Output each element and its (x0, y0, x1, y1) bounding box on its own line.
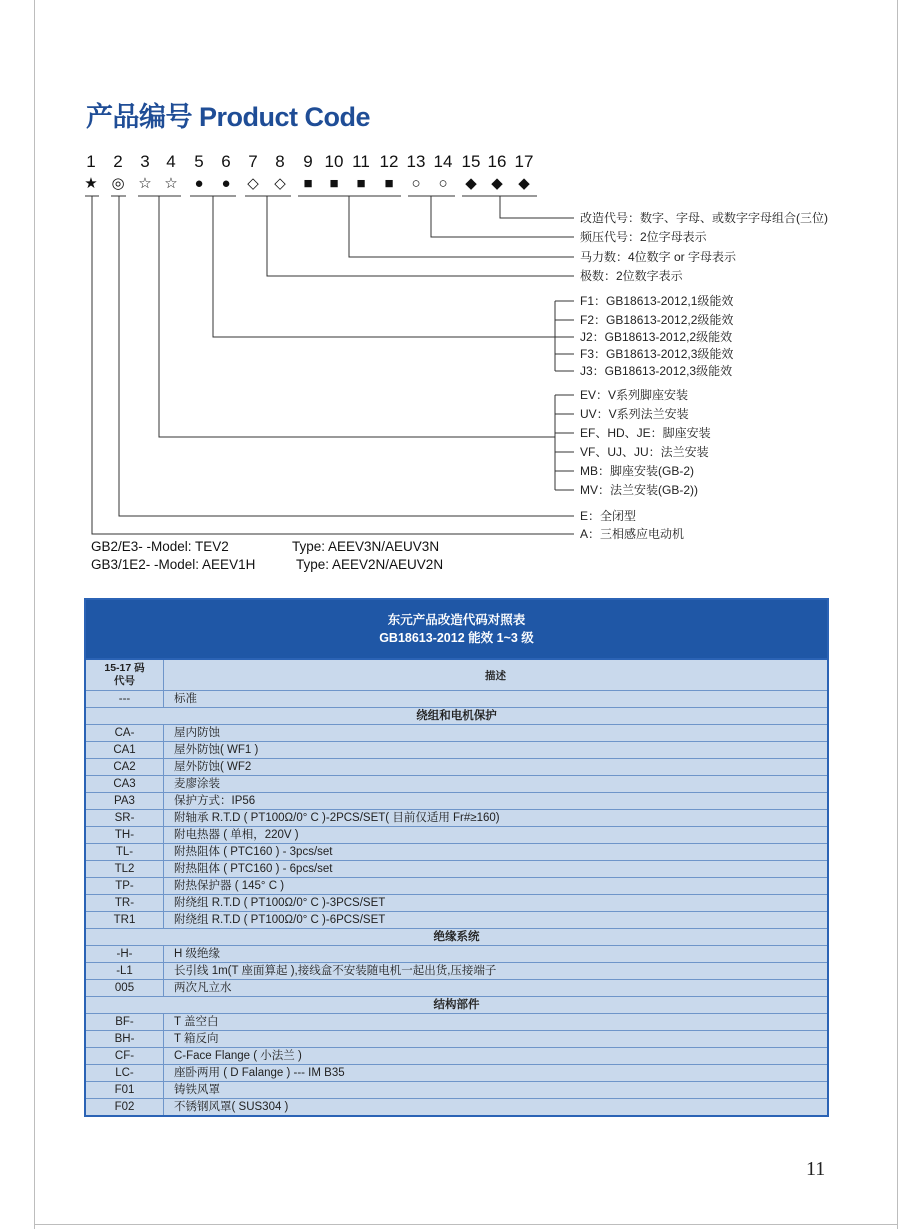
label-poles: 极数：2位数字表示 (580, 269, 683, 283)
description-cell: 铸铁风罩 (174, 1084, 220, 1096)
table-row (86, 793, 827, 810)
section-title: 绕组和电机保护 (416, 710, 497, 722)
code-cell: --- (86, 691, 164, 707)
table-title-line2: GB18613-2012 能效 1~3 级 (379, 631, 534, 645)
type-line: Type: AEEV3N/AEUV3N (292, 539, 440, 554)
code-position-number: 8 (275, 152, 285, 171)
label-mounting: UV：V系列法兰安装 (580, 407, 689, 421)
code-cell: F02 (86, 1099, 164, 1115)
description-cell: 屋外防蚀( WF2 (174, 761, 252, 773)
code-cell: LC- (86, 1065, 164, 1081)
description-cell: 附绕组 R.T.D ( PT100Ω/0° C )-6PCS/SET (174, 914, 386, 926)
code-cell: TR1 (86, 912, 164, 928)
code-cell: TL- (86, 844, 164, 860)
description-cell: 座卧两用 ( D Falange ) --- IM B35 (174, 1067, 345, 1079)
label-efficiency: J3：GB18613-2012,3级能效 (580, 364, 733, 378)
label-efficiency: F3：GB18613-2012,3级能效 (580, 347, 734, 361)
code-position-number: 1 (86, 152, 96, 171)
code-position-number: 12 (379, 152, 399, 171)
label-modification-code: 改造代号：数字、字母、或数字字母组合(三位) (580, 211, 828, 225)
table-row (86, 912, 827, 929)
table-row (86, 1031, 827, 1048)
page-number: 11 (806, 1158, 826, 1180)
code-position-number: 6 (221, 152, 231, 171)
table-title-line1: 东元产品改造代码对照表 (387, 613, 526, 627)
table-row (86, 810, 827, 827)
label-efficiency: J2：GB18613-2012,2级能效 (580, 330, 733, 344)
label-motor-type: A：三相感应电动机 (580, 527, 685, 541)
table-row (86, 946, 827, 963)
code-position-symbol: ◆ (518, 175, 530, 192)
label-mounting: EF、HD、JE：脚座安装 (580, 426, 711, 440)
code-position-number: 16 (487, 152, 507, 171)
page-title: 产品编号 Product Code (86, 102, 371, 132)
description-cell: 屋内防蚀 (174, 727, 220, 739)
section-title: 结构部件 (433, 999, 480, 1011)
column-header-code: 15-17 码 代号 (86, 660, 164, 690)
code-cell: TL2 (86, 861, 164, 877)
code-position-number: 14 (433, 152, 453, 171)
description-cell: 附轴承 R.T.D ( PT100Ω/0° C )-2PCS/SET( 目前仅适用 Fr#≥160) (174, 812, 500, 824)
table-body (86, 691, 827, 1115)
table-row (86, 895, 827, 912)
description-cell: 保护方式：IP56 (174, 795, 256, 807)
table-row (86, 691, 827, 708)
code-position-number: 3 (140, 152, 150, 171)
code-cell: CA- (86, 725, 164, 741)
table-row (86, 759, 827, 776)
code-position-symbol: ★ (84, 175, 98, 192)
code-position-symbol: ◇ (274, 175, 286, 192)
table-section-row (86, 929, 827, 946)
code-position-symbol: ◆ (465, 175, 477, 192)
table-row (86, 1099, 827, 1115)
code-cell: CA2 (86, 759, 164, 775)
code-cell: TP- (86, 878, 164, 894)
code-position-symbol: ■ (356, 175, 366, 192)
code-position-symbol: ○ (411, 175, 421, 192)
code-cell: PA3 (86, 793, 164, 809)
code-position-number: 10 (324, 152, 344, 171)
code-position-number: 4 (166, 152, 176, 171)
code-position-number: 9 (303, 152, 313, 171)
table-row (86, 1065, 827, 1082)
code-position-number: 15 (461, 152, 481, 171)
code-position-number: 11 (352, 152, 370, 171)
table-row (86, 861, 827, 878)
description-cell: 附热阻体 ( PTC160 ) - 6pcs/set (174, 863, 333, 875)
description-cell: 麦廖涂装 (174, 778, 220, 790)
description-cell: 附电热器 ( 单相，220V ) (174, 829, 299, 841)
code-cell: BH- (86, 1031, 164, 1047)
code-cell: CF- (86, 1048, 164, 1064)
code-position-symbol: ■ (303, 175, 313, 192)
description-cell: 附热阻体 ( PTC160 ) - 3pcs/set (174, 846, 333, 858)
table-row (86, 725, 827, 742)
table-row (86, 1014, 827, 1031)
section-title: 绝缘系统 (433, 931, 480, 943)
table-row (86, 963, 827, 980)
description-cell: 屋外防蚀( WF1 ) (174, 744, 259, 756)
description-cell: 附热保护器 ( 145° C ) (174, 880, 285, 892)
table-row (86, 980, 827, 997)
code-position-number: 13 (406, 152, 426, 171)
code-position-number: 17 (514, 152, 534, 171)
table-row (86, 1048, 827, 1065)
code-position-number: 7 (248, 152, 258, 171)
code-position-symbol: ■ (329, 175, 339, 192)
label-efficiency: F2：GB18613-2012,2级能效 (580, 313, 734, 327)
code-position-number: 5 (194, 152, 204, 171)
modification-code-table (84, 598, 829, 1117)
code-position-symbol: ■ (384, 175, 394, 192)
label-mounting: MB：脚座安装(GB-2) (580, 464, 695, 478)
code-cell: CA1 (86, 742, 164, 758)
code-position-symbol: ● (221, 175, 231, 192)
table-row (86, 1082, 827, 1099)
description-cell: 两次凡立水 (174, 982, 232, 994)
code-cell: 005 (86, 980, 164, 996)
table-column-header (86, 658, 827, 691)
table-section-row (86, 997, 827, 1014)
table-section-row (86, 708, 827, 725)
code-position-symbol: ● (194, 175, 204, 192)
label-mounting: EV：V系列脚座安装 (580, 388, 689, 402)
description-cell: 标准 (174, 693, 197, 705)
label-efficiency: F1：GB18613-2012,1级能效 (580, 294, 734, 308)
model-line: GB2/E3- -Model: TEV2 (91, 539, 229, 554)
table-title (86, 600, 827, 658)
code-position-symbol: ◇ (247, 175, 259, 192)
code-cell: TH- (86, 827, 164, 843)
description-cell: T 盖空白 (174, 1016, 219, 1028)
code-position-number: 2 (113, 152, 123, 171)
code-cell: CA3 (86, 776, 164, 792)
label-horsepower: 马力数：4位数字 or 字母表示 (580, 250, 737, 264)
description-cell: 长引线 1m(T 座面算起 ),接线盒不安装随电机一起出货,压接端子 (174, 965, 497, 977)
code-cell: -L1 (86, 963, 164, 979)
code-cell: F01 (86, 1082, 164, 1098)
code-cell: BF- (86, 1014, 164, 1030)
code-position-symbol: ☆ (164, 175, 178, 192)
type-line: Type: AEEV2N/AEUV2N (296, 557, 444, 572)
code-position-symbol: ◎ (111, 175, 125, 192)
description-cell: 附绕组 R.T.D ( PT100Ω/0° C )-3PCS/SET (174, 897, 386, 909)
table-row (86, 844, 827, 861)
code-position-symbol: ◆ (491, 175, 503, 192)
code-cell: TR- (86, 895, 164, 911)
table-row (86, 742, 827, 759)
column-header-description: 描述 (485, 669, 506, 682)
label-mounting: VF、UJ、JU：法兰安装 (580, 445, 709, 459)
table-row (86, 878, 827, 895)
description-cell: C-Face Flange ( 小法兰 ) (174, 1050, 302, 1062)
code-position-symbol: ○ (438, 175, 448, 192)
description-cell: H 级绝缘 (174, 948, 220, 960)
label-enclosure: E：全闭型 (580, 509, 637, 523)
table-row (86, 776, 827, 793)
code-cell: -H- (86, 946, 164, 962)
page-border-bottom (34, 1224, 898, 1225)
description-cell: 不锈钢风罩( SUS304 ) (174, 1101, 289, 1113)
label-mounting: MV：法兰安装(GB-2)) (580, 483, 698, 497)
model-line: GB3/1E2- -Model: AEEV1H (91, 557, 256, 572)
code-connector-lines (0, 0, 900, 600)
table-row (86, 827, 827, 844)
label-frequency-code: 频压代号：2位字母表示 (580, 230, 707, 244)
code-position-symbol: ☆ (138, 175, 152, 192)
description-cell: T 箱反向 (174, 1033, 219, 1045)
code-cell: SR- (86, 810, 164, 826)
